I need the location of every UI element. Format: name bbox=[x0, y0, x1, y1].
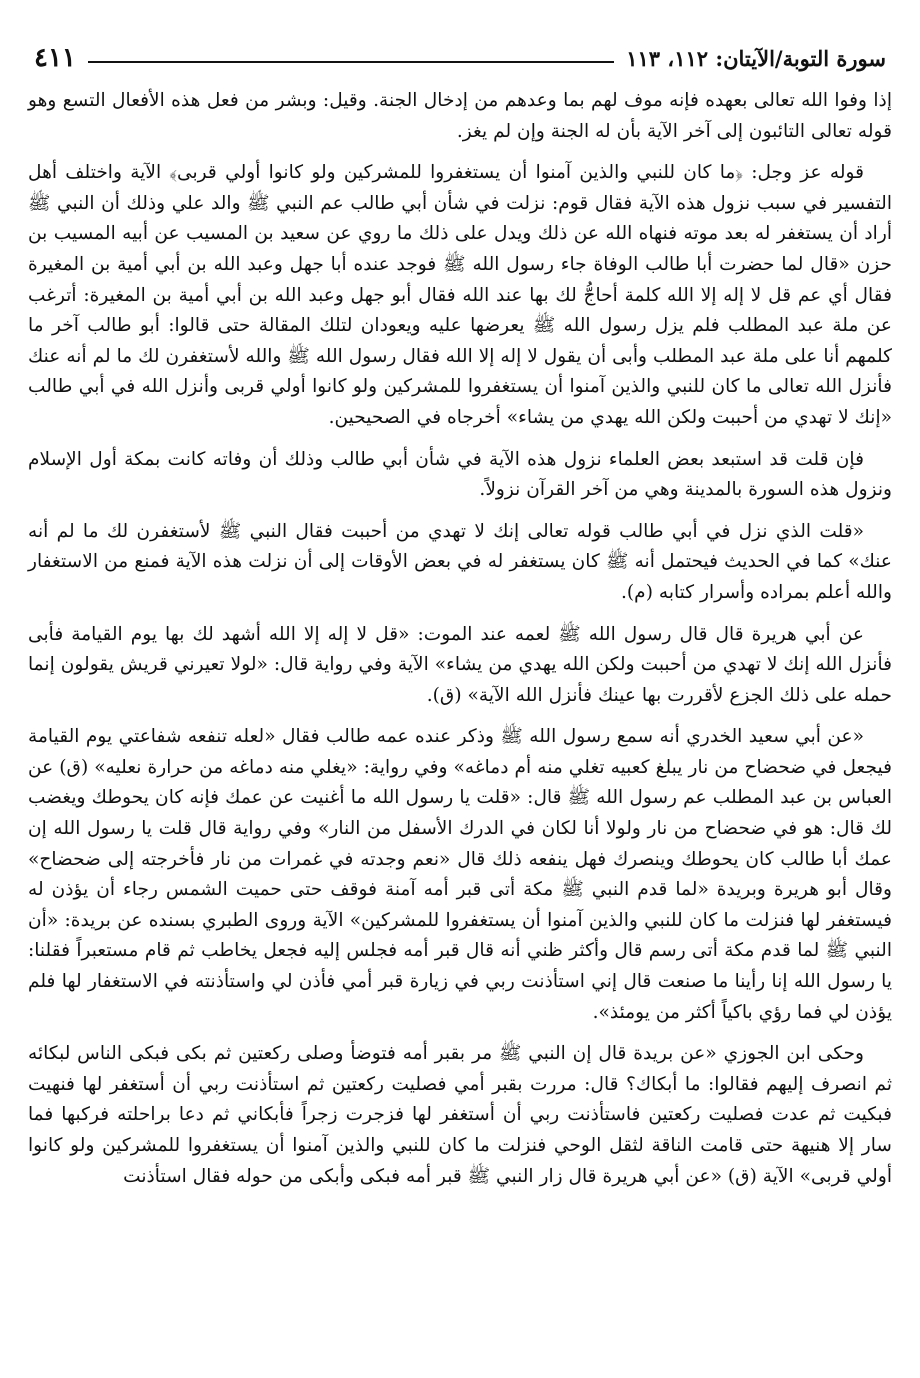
paragraph: «عن أبي سعيد الخدري أنه سمع رسول الله ﷺ وذكر عنده عمه طالب فقال «لعله تنفعه شفاعتي يوم القيامة فيجعل في ضحضاح من نار يبلغ كعبيه تغلي منه أم دماغه» وفي رواية: «يغلي منه دماغه من حرارة نعليه» (ق) عن العباس بن عبد المطلب عم رسول الله ﷺ قال: «قلت يا رسول الله ما أغنيت عن عمك فإنه كان يحوطك ويغضب لك قال: هو في ضحضاح من نار ولولا أنا لكان في الدرك الأسفل من النار» وفي رواية قال قلت يا رسول الله إن عمك أبا طالب كان يحوطك وينصرك فهل ينفعه ذلك قال «نعم وجدته في غمرات من نار فأخرجته إلى ضحضاح» وقال أبو هريرة وبريدة «لما قدم النبي ﷺ مكة أتى قبر أمه آمنة فوقف حتى حميت الشمس رجاء أن يؤذن له فيستغفر لها فنزلت ما كان للنبي والذين آمنوا أن يستغفروا للمشركين» الآية وروى الطبري بسنده عن بريدة: «أن النبي ﷺ لما قدم مكة أتى رسم قال وأكثر ظني أنه قال قبر أمه فجلس إليه فجعل يخاطب ثم قام مستعبراً فقلنا: يا رسول الله إنا رأينا ما صنعت قال إني استأذنت ربي في زيارة قبر أمي فأذن لي واستأذنته في الاستغفار لها فلم يؤذن لي فما رؤي باكياً أكثر من يومئذ». bbox=[28, 726, 892, 1023]
running-title: سورة التوبة/الآيتان: ١١٢، ١١٣ bbox=[626, 45, 886, 71]
paragraph: قوله عز وجل: ﴿ما كان للنبي والذين آمنوا أن يستغفروا للمشركين ولو كانوا أولي قربى﴾ الآية واختلف أهل التفسير في سبب نزول هذه الآية فقال قوم: نزلت في شأن أبي طالب عم النبي ﷺ والد علي وذلك أن النبي ﷺ أراد أن يستغفر له بعد موته فنهاه الله عن ذلك ويدل على ذلك ما روي عن سعيد بن المسيب عن أبيه المسيب بن حزن «قال لما حضرت أبا طالب الوفاة جاء رسول الله ﷺ فوجد عنده أبا جهل وعبد الله بن أبي أمية بن المغيرة فقال أي عم قل لا إله إلا الله كلمة أحاجُّ لك بها عند الله فقال أبو جهل وعبد الله بن أبي أمية بن المغيرة: أترغب عن ملة عبد المطلب فلم يزل رسول الله ﷺ يعرضها عليه ويعودان لتلك المقالة حتى قالوا: أبو طالب آخر ما كلمهم أنا على ملة عبد المطلب وأبى أن يقول لا إله إلا الله فقال رسول الله ﷺ والله لأستغفرن لك ما لم أنه عنك فأنزل الله تعالى ما كان للنبي والذين آمنوا أن يستغفروا للمشركين ولو كانوا أولي قربى وأنزل الله في أبي طالب «إنك لا تهدي من أحببت ولكن الله يهدي من يشاء» أخرجاه في الصحيحين. bbox=[28, 162, 893, 428]
paragraph: إذا وفوا الله تعالى بعهده فإنه موف لهم بما وعدهم من إدخال الجنة. وقيل: وبشر من فعل هذه الأفعال التسع وهو قوله تعالى التائبون إلى آخر الآية بأن له الجنة وإن لم يغز. bbox=[28, 90, 892, 142]
header-rule bbox=[88, 61, 614, 63]
page-header bbox=[34, 38, 886, 78]
paragraph: «قلت الذي نزل في أبي طالب قوله تعالى إنك لا تهدي من أحببت فقال النبي ﷺ لأستغفرن لك ما لم أنه عنك» كما في الحديث فيحتمل أنه ﷺ كان يستغفر له في بعض الأوقات إلى أن نزلت هذه الآية فمنع من الاستغفار والله أعلم بمراده وأسرار كتابه (م). bbox=[28, 520, 892, 603]
paragraph: فإن قلت قد استبعد بعض العلماء نزول هذه الآية في شأن أبي طالب وذلك أن وفاته كانت بمكة أول الإسلام ونزول هذه السورة بالمدينة وهي من آخر القرآن نزولاً. bbox=[28, 448, 892, 501]
paragraph: عن أبي هريرة قال قال رسول الله ﷺ لعمه عند الموت: «قل لا إله إلا الله أشهد لك بها يوم القيامة فأبى فأنزل الله إنك لا تهدي من أحببت ولكن الله يهدي من يشاء» الآية وفي رواية قال: «لولا تعيرني قريش يقولون إنما حمله على ذلك الجزع لأقررت بها عينك فأنزل الله الآية» (ق). bbox=[28, 623, 892, 706]
page-number: ٤١١ bbox=[34, 43, 76, 73]
paragraph: وحكى ابن الجوزي «عن بريدة قال إن النبي ﷺ مر بقبر أمه فتوضأ وصلى ركعتين ثم بكى فبكى الناس لبكائه ثم انصرف إليهم فقالوا: ما أبكاك؟ قال: مررت بقبر أمي فصليت ركعتين ثم استأذنت ربي أن أستغفر لها فنهيت فبكيت ثم عدت فصليت ركعتين فاستأذنت ربي أن أستغفر لها فزجرت زجراً فأبكاني ثم دعا براحلته فركبها فما سار إلا هنيهة حتى قامت الناقة لثقل الوحي فنزلت ما كان للنبي والذين آمنوا أن يستغفروا للمشركين ولو كانوا أولي قربى» الآية (ق) «عن أبي هريرة قال زار النبي ﷺ قبر أمه فبكى وأبكى من حوله فقال استأذنت bbox=[28, 1043, 892, 1187]
body-text bbox=[28, 86, 892, 1192]
